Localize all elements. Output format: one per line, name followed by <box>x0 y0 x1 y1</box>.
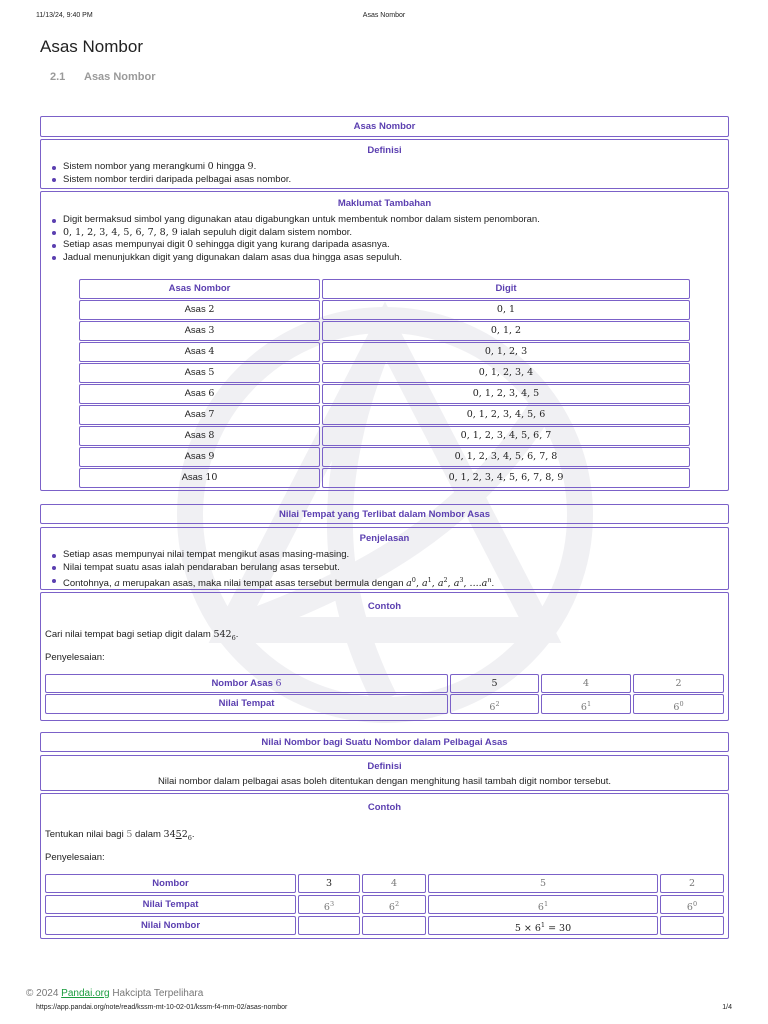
maklumat-item: Digit bermaksud simbol yang digunakan atau digabungkan untuk membentuk nombor dalam sistem penomboran. <box>41 214 728 227</box>
maklumat-item: 0, 1, 2, 3, 4, 5, 6, 7, 8, 9 ialah sepuluh digit dalam sistem nombor. <box>41 227 728 240</box>
value-table-empty-cell <box>298 916 360 935</box>
maklumat-item: Jadual menunjukkan digit yang digunakan dalam asas dua hingga asas sepuluh. <box>41 252 728 265</box>
table-cell-digit: 0, 1, 2, 3, 4, 5, 6, 7, 8, 9 <box>322 468 690 488</box>
print-date: 11/13/24, 9:40 PM <box>36 12 93 19</box>
maklumat-title: Maklumat Tambahan <box>337 198 432 209</box>
value-table-tempat-label: Nilai Tempat <box>45 895 296 914</box>
definisi-box <box>40 139 729 189</box>
table-cell-asas: Asas 6 <box>79 384 320 404</box>
pandai-link[interactable]: Pandai.org <box>61 988 110 999</box>
table-cell-asas: Asas 2 <box>79 300 320 320</box>
value-table-digit: 5 <box>428 874 658 893</box>
place-table-1-power: $6^2$ <box>450 694 539 714</box>
value-table-digit: 3 <box>298 874 360 893</box>
place-table-1-digit: 4 <box>541 674 631 693</box>
place-table-1-power: $6^0$ <box>633 694 724 714</box>
print-page-number: 1/4 <box>722 1004 732 1011</box>
penjelasan-box <box>40 527 729 590</box>
definisi-title: Definisi <box>367 145 402 156</box>
penjelasan-list <box>41 549 728 591</box>
table-cell-asas: Asas 7 <box>79 405 320 425</box>
penjelasan-title: Penjelasan <box>359 533 410 544</box>
value-table-power: $6^1$ <box>428 895 658 914</box>
nilai-nombor-title-box <box>40 732 729 752</box>
value-table-digit: 4 <box>362 874 426 893</box>
definisi-item: Sistem nombor yang merangkumi 0 hingga 9. <box>41 161 728 174</box>
value-table-nilai-label: Nilai Nombor <box>45 916 296 935</box>
section-number: 2.1 <box>50 71 66 83</box>
place-table-1-digit: 2 <box>633 674 724 693</box>
page-title: Asas Nombor <box>40 37 143 56</box>
penjelasan-item: Contohnya, a merupakan asas, maka nilai tempat asas tersebut bermula dengan $a^0$, $a^1$, $a^2$, $a^3$, $....a^n$. <box>41 574 728 591</box>
penjelasan-item: Nilai tempat suatu asas ialah pendaraban berulang asas tersebut. <box>41 562 728 575</box>
table-cell-asas: Asas 10 <box>79 468 320 488</box>
table-cell-asas: Asas 9 <box>79 447 320 467</box>
value-table-power: $6^0$ <box>660 895 724 914</box>
value-table-digit: 2 <box>660 874 724 893</box>
contoh-2-question: Tentukan nilai bagi 5 dalam $3452_6$. <box>45 829 195 842</box>
table-cell-digit: 0, 1, 2, 3, 4, 5, 6, 7, 8 <box>322 447 690 467</box>
print-title: Asas Nombor <box>362 12 406 19</box>
value-table-power: $6^3$ <box>298 895 360 914</box>
table-cell-digit: 0, 1 <box>322 300 690 320</box>
value-table-power: $6^2$ <box>362 895 426 914</box>
print-url: https://app.pandai.org/note/read/kssm-mt-10-02-01/kssm-f4-mm-02/asas-nombor <box>36 1004 288 1011</box>
value-table-nombor-label: Nombor <box>45 874 296 893</box>
table-cell-asas: Asas 4 <box>79 342 320 362</box>
value-table-empty-cell <box>362 916 426 935</box>
table-cell-digit: 0, 1, 2 <box>322 321 690 341</box>
table-cell-digit: 0, 1, 2, 3, 4, 5, 6 <box>322 405 690 425</box>
table-header-asas: Asas Nombor <box>79 279 320 299</box>
table-cell-digit: 0, 1, 2, 3, 4, 5 <box>322 384 690 404</box>
maklumat-tambahan-box <box>40 191 729 491</box>
contoh-1-solution-label: Penyelesaian: <box>45 652 105 663</box>
definisi-item: Sistem nombor terdiri daripada pelbagai asas nombor. <box>41 174 728 187</box>
definisi-text-2: Nilai nombor dalam pelbagai asas boleh ditentukan dengan menghitung hasil tambah digit nombor tersebut. <box>157 776 612 787</box>
definisi-box-2 <box>40 755 729 791</box>
asas-nombor-title: Asas Nombor <box>353 121 416 132</box>
copyright-footer: © 2024 Pandai.org Hakcipta Terpelihara <box>26 988 204 999</box>
definisi-title-2: Definisi <box>367 761 402 772</box>
nilai-nombor-title: Nilai Nombor bagi Suatu Nombor dalam Pelbagai Asas <box>261 737 508 748</box>
table-cell-digit: 0, 1, 2, 3, 4 <box>322 363 690 383</box>
value-table-result: $5 \times 6^1 = 30$ <box>428 916 658 935</box>
contoh-1-question: Cari nilai tempat bagi setiap digit dalam $542_6$. <box>45 629 239 642</box>
asas-nombor-title-box <box>40 116 729 137</box>
contoh-title-1: Contoh <box>367 601 402 612</box>
place-table-1-nilai-tempat-label: Nilai Tempat <box>45 694 448 714</box>
place-table-1-power: $6^1$ <box>541 694 631 714</box>
table-cell-asas: Asas 8 <box>79 426 320 446</box>
place-table-1-header: Nombor Asas 6 <box>45 674 448 693</box>
maklumat-list <box>41 214 728 264</box>
place-table-1-digit: 5 <box>450 674 539 693</box>
nilai-tempat-title: Nilai Tempat yang Terlibat dalam Nombor Asas <box>279 509 490 520</box>
table-cell-digit: 0, 1, 2, 3 <box>322 342 690 362</box>
section-title: Asas Nombor <box>84 71 156 83</box>
table-header-digit: Digit <box>322 279 690 299</box>
table-cell-asas: Asas 5 <box>79 363 320 383</box>
penjelasan-item: Setiap asas mempunyai nilai tempat mengikut asas masing-masing. <box>41 549 728 562</box>
contoh-title-2: Contoh <box>367 802 402 813</box>
value-table-empty-cell <box>660 916 724 935</box>
table-cell-asas: Asas 3 <box>79 321 320 341</box>
maklumat-item: Setiap asas mempunyai digit 0 sehingga digit yang kurang daripada asasnya. <box>41 239 728 252</box>
table-cell-digit: 0, 1, 2, 3, 4, 5, 6, 7 <box>322 426 690 446</box>
nilai-tempat-title-box <box>40 504 729 524</box>
section-heading <box>50 71 156 83</box>
definisi-list <box>41 161 728 186</box>
contoh-2-solution-label: Penyelesaian: <box>45 852 105 863</box>
